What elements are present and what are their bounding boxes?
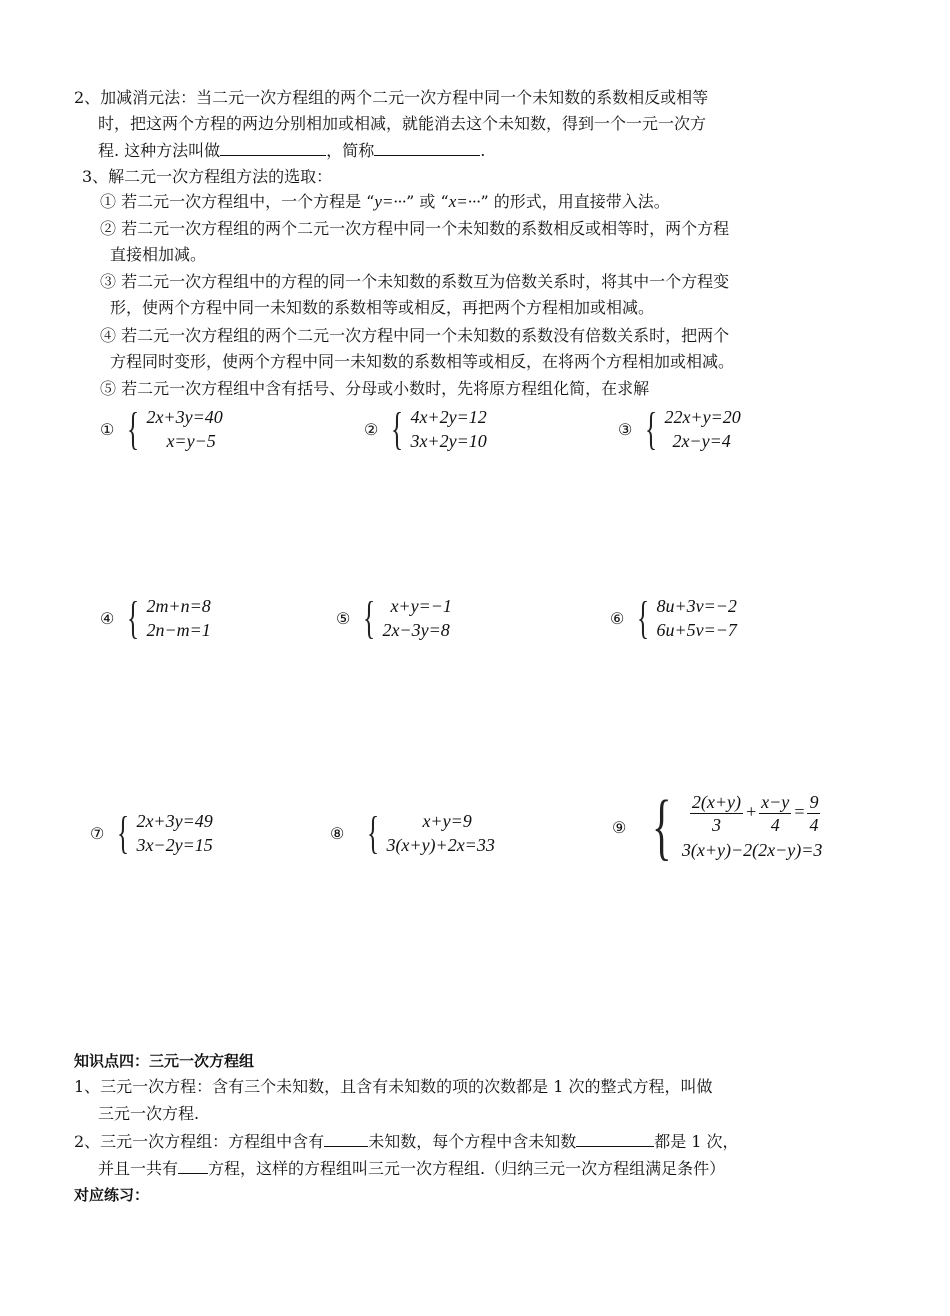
section3-item5: ⑤ 若二元一次方程组中含有括号、分母或小数时，先将原方程组化简，在求解 — [100, 379, 650, 398]
system-number: ④ — [100, 608, 115, 628]
section2-line3-text-c: . — [480, 141, 486, 160]
system-equation-1: 2m+n=8 — [146, 596, 211, 616]
system-equation-1: 4x+2y=12 — [410, 407, 487, 427]
section3-item2-line2: 直接相加减。 — [110, 245, 207, 264]
system-equation-1: 8u+3v=−2 — [656, 596, 737, 616]
system-number: ③ — [618, 419, 633, 439]
item1-x-form: x=··· — [448, 192, 481, 211]
system-equation-2: 2x−3y=8 — [382, 620, 450, 640]
knowledge4-title: 知识点四：三元一次方程组 — [74, 1052, 255, 1070]
system-equation-2: 2n−m=1 — [146, 620, 211, 640]
section3-item3-line2: 形，使两个方程中同一未知数的系数相等或相反，再把两个方程相加或相减。 — [110, 298, 655, 317]
p2-text-b: 未知数，每个方程中含未知数 — [368, 1132, 577, 1151]
p2-text-a: 2、三元一次方程组：方程组中含有 — [74, 1132, 325, 1151]
section3-item4-line2: 方程同时变形，使两个方程中同一未知数的系数相等或相反，在将两个方程相加或相减。 — [110, 352, 735, 371]
system-equation-2: x=y−5 — [166, 431, 216, 451]
system-number: ⑥ — [610, 608, 625, 628]
p2-text-e: 方程，这样的方程组叫三元一次方程组.（归纳三元一次方程组满足条件） — [208, 1159, 726, 1178]
item1-text-b: ” 或 “ — [406, 192, 449, 211]
knowledge4-p1-line1: 1、三元一次方程：含有三个未知数，且含有未知数的项的次数都是 1 次的整式方程，叫做 — [74, 1077, 713, 1096]
brace-icon: { — [652, 786, 672, 868]
brace-icon: { — [127, 592, 140, 643]
item1-text-a: ① 若二元一次方程组中，一个方程是 “ — [100, 192, 375, 211]
section2-line1: 2、加减消元法：当二元一次方程组的两个二元一次方程中同一个未知数的系数相反或相等 — [74, 88, 709, 107]
system-equation-2: 3x−2y=15 — [136, 835, 213, 855]
fill-blank-unknown-count[interactable] — [324, 1130, 368, 1147]
item1-y-form: y=··· — [374, 192, 407, 211]
fraction-1: $\frac{2(x+y)}{3}$ — [691, 791, 741, 835]
system-equation-2: 3(x+y)+2x=33 — [386, 835, 495, 855]
system-number: ⑨ — [612, 817, 627, 837]
system-equation-2: 3(x+y)−2(2x−y)=3 — [681, 839, 823, 860]
section3-item3-line1: ③ 若二元一次方程组中的方程的同一个未知数的系数互为倍数关系时，将其中一个方程变 — [100, 272, 730, 291]
system-equation-2: 2x−y=4 — [672, 431, 731, 451]
system-equation-1: x+y=9 — [422, 811, 472, 831]
fill-blank-unknown-terms[interactable] — [576, 1130, 654, 1147]
section2-line3-text-b: ，简称 — [326, 141, 375, 160]
equation-system-2 — [364, 405, 487, 453]
section2-line2: 时，把这两个方程的两边分别相加或相减，就能消去这个未知数，得到一个一元一次方 — [98, 114, 707, 133]
brace-icon: { — [363, 592, 376, 643]
system-equation-1: 22x+y=20 — [664, 407, 741, 427]
section3-title: 3、解二元一次方程组方法的选取： — [82, 167, 333, 186]
system-equation-1: 2x+3y=40 — [146, 407, 223, 427]
equation-system-1 — [100, 405, 223, 453]
brace-icon: { — [391, 403, 404, 454]
system-equation-1: 2x+3y=49 — [136, 811, 213, 831]
p2-text-c: 都是 1 次， — [654, 1132, 739, 1151]
system-number: ① — [100, 419, 115, 439]
brace-icon: { — [127, 403, 140, 454]
section3-item1 — [100, 191, 670, 213]
knowledge4-p2-line2 — [98, 1157, 725, 1180]
section2-line3 — [98, 139, 485, 162]
equation-system-8 — [330, 809, 495, 857]
fill-blank-equation-count[interactable] — [178, 1157, 208, 1174]
fraction-3: $\frac{9}{4}$ — [809, 791, 819, 835]
p2-text-d: 并且一共有 — [98, 1159, 179, 1178]
item1-text-c: ” 的形式，用直接带入法。 — [480, 192, 670, 211]
equation-system-3 — [618, 405, 741, 453]
system-number: ⑦ — [90, 823, 105, 843]
fill-blank-method-short[interactable] — [374, 139, 480, 156]
equation-system-4 — [100, 594, 211, 642]
section3-item2-line1: ② 若二元一次方程组的两个二元一次方程中同一个未知数的系数相反或相等时，两个方程 — [100, 219, 730, 238]
system-equation-2: 6u+5v=−7 — [656, 620, 737, 640]
system-equation-1: x+y=−1 — [390, 596, 452, 616]
equation-system-6 — [610, 594, 737, 642]
system-equation-1: $\frac{2(x+y)}{3}$ + $\frac{x-y}{4}$ = $\frac{9}{4}$ — [691, 791, 819, 835]
fill-blank-method-name[interactable] — [220, 139, 326, 156]
system-number: ⑧ — [330, 823, 345, 843]
system-number: ② — [364, 419, 379, 439]
fraction-2: $\frac{x-y}{4}$ — [761, 791, 790, 835]
system-number: ⑤ — [336, 608, 351, 628]
equation-system-7 — [90, 809, 213, 857]
brace-icon: { — [637, 592, 650, 643]
brace-icon: { — [117, 807, 130, 858]
practice-heading: 对应练习： — [74, 1186, 150, 1204]
system-equation-2: 3x+2y=10 — [410, 431, 487, 451]
knowledge4-p1-line2: 三元一次方程. — [98, 1104, 200, 1123]
brace-icon: { — [367, 807, 380, 858]
brace-icon: { — [645, 403, 658, 454]
section2-line3-text-a: 程. 这种方法叫做 — [98, 141, 221, 160]
knowledge4-p2-line1 — [74, 1130, 739, 1153]
section3-item4-line1: ④ 若二元一次方程组的两个二元一次方程中同一个未知数的系数没有倍数关系时，把两个 — [100, 326, 730, 345]
equation-system-5 — [336, 594, 452, 642]
equation-system-9 — [612, 786, 823, 868]
